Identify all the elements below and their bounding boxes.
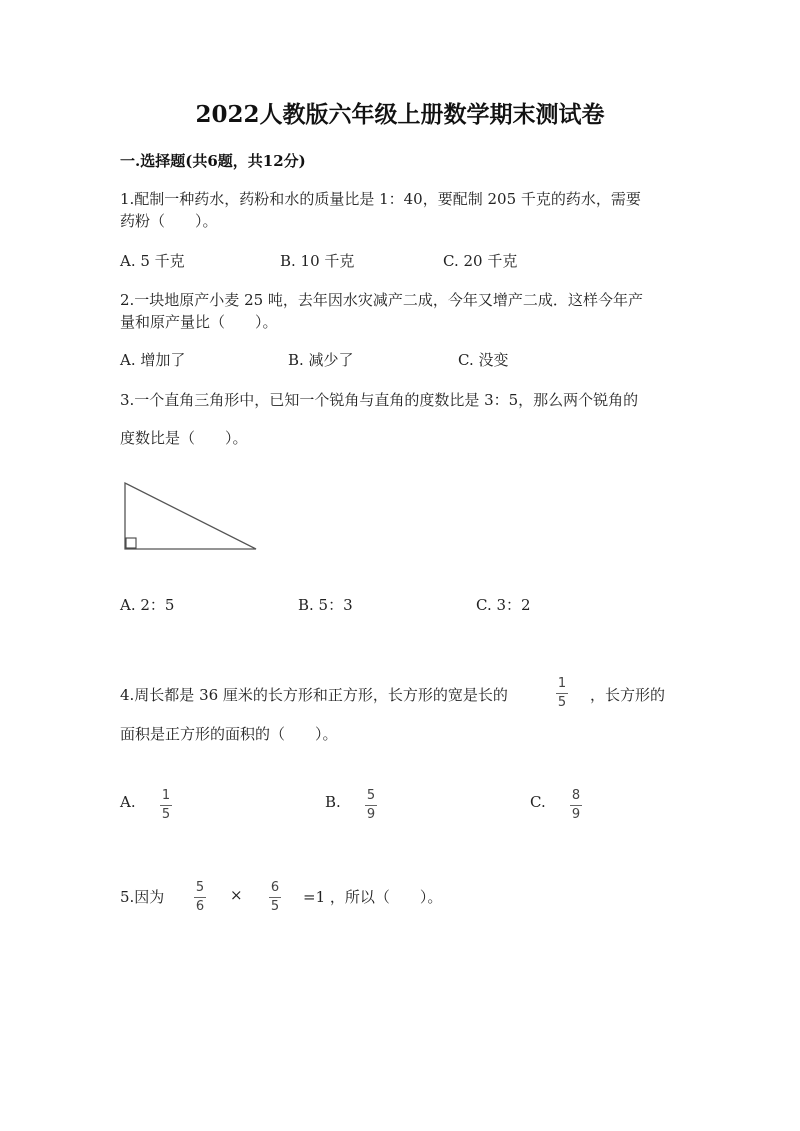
q1-option-b: B. 10 千克 bbox=[280, 252, 355, 270]
fraction-bar bbox=[194, 897, 206, 898]
q4-option-b-label: B. bbox=[325, 793, 341, 811]
q3-option-a: A. 2：5 bbox=[120, 596, 175, 614]
fraction-bar bbox=[570, 805, 582, 806]
fraction-numerator: 8 bbox=[571, 788, 581, 803]
fraction-denominator: 5 bbox=[161, 807, 171, 822]
q1-text-line2: 药粉（ ）。 bbox=[120, 212, 218, 230]
fraction-bar bbox=[556, 693, 568, 694]
q4-text-line2: 面积是正方形的面积的（ ）。 bbox=[120, 725, 338, 743]
q5-fraction-1 bbox=[192, 880, 208, 915]
page-title: 2022人教版六年级上册数学期末测试卷 bbox=[195, 101, 605, 128]
q1-option-c: C. 20 千克 bbox=[443, 252, 518, 270]
fraction-denominator: 9 bbox=[366, 807, 376, 822]
q3-option-b: B. 5：3 bbox=[298, 596, 353, 614]
q1-text-line1: 1.配制一种药水，药粉和水的质量比是 1：40，要配制 205 千克的药水，需要 bbox=[120, 190, 641, 208]
fraction-numerator: 5 bbox=[366, 788, 376, 803]
q4-option-a-label: A. bbox=[120, 793, 136, 811]
fraction-numerator: 1 bbox=[161, 788, 171, 803]
right-angle-marker bbox=[126, 538, 136, 548]
fraction-denominator: 5 bbox=[270, 899, 280, 914]
q2-text-line1: 2.一块地原产小麦 25 吨，去年因水灾减产二成，今年又增产二成．这样今年产 bbox=[120, 291, 643, 309]
triangle-outline bbox=[125, 483, 256, 549]
q4-option-c-label: C. bbox=[530, 793, 546, 811]
right-triangle-figure bbox=[122, 480, 262, 556]
q4-text-line1-end: ，长方形的 bbox=[590, 686, 666, 704]
q2-option-a: A. 增加了 bbox=[120, 351, 186, 369]
fraction-numerator: 6 bbox=[270, 880, 280, 895]
q3-text-line1: 3.一个直角三角形中，已知一个锐角与直角的度数比是 3：5，那么两个锐角的 bbox=[120, 391, 639, 409]
q4-option-c-fraction bbox=[568, 788, 584, 823]
q4-fraction bbox=[554, 676, 570, 711]
q5-suffix: =1 ，所以（ ）。 bbox=[303, 888, 443, 906]
q3-option-c: C. 3：2 bbox=[476, 596, 531, 614]
fraction-denominator: 9 bbox=[571, 807, 581, 822]
q3-text-line2: 度数比是（ ）。 bbox=[120, 429, 248, 447]
q4-text-line1: 4.周长都是 36 厘米的长方形和正方形，长方形的宽是长的 bbox=[120, 686, 508, 704]
fraction-bar bbox=[160, 805, 172, 806]
q5-fraction-2 bbox=[267, 880, 283, 915]
q4-option-a-fraction bbox=[158, 788, 174, 823]
section-header: 一.选择题(共6题，共12分) bbox=[120, 152, 306, 170]
q5-prefix: 5.因为 bbox=[120, 888, 165, 906]
fraction-bar bbox=[269, 897, 281, 898]
q1-option-a: A. 5 千克 bbox=[120, 252, 185, 270]
times-sign: × bbox=[230, 886, 243, 904]
fraction-denominator: 5 bbox=[557, 695, 567, 710]
q2-text-line2: 量和原产量比（ ）。 bbox=[120, 313, 278, 331]
q2-option-c: C. 没变 bbox=[458, 351, 509, 369]
q2-option-b: B. 减少了 bbox=[288, 351, 354, 369]
fraction-denominator: 6 bbox=[195, 899, 205, 914]
fraction-numerator: 1 bbox=[557, 676, 567, 691]
q4-option-b-fraction bbox=[363, 788, 379, 823]
fraction-bar bbox=[365, 805, 377, 806]
fraction-numerator: 5 bbox=[195, 880, 205, 895]
